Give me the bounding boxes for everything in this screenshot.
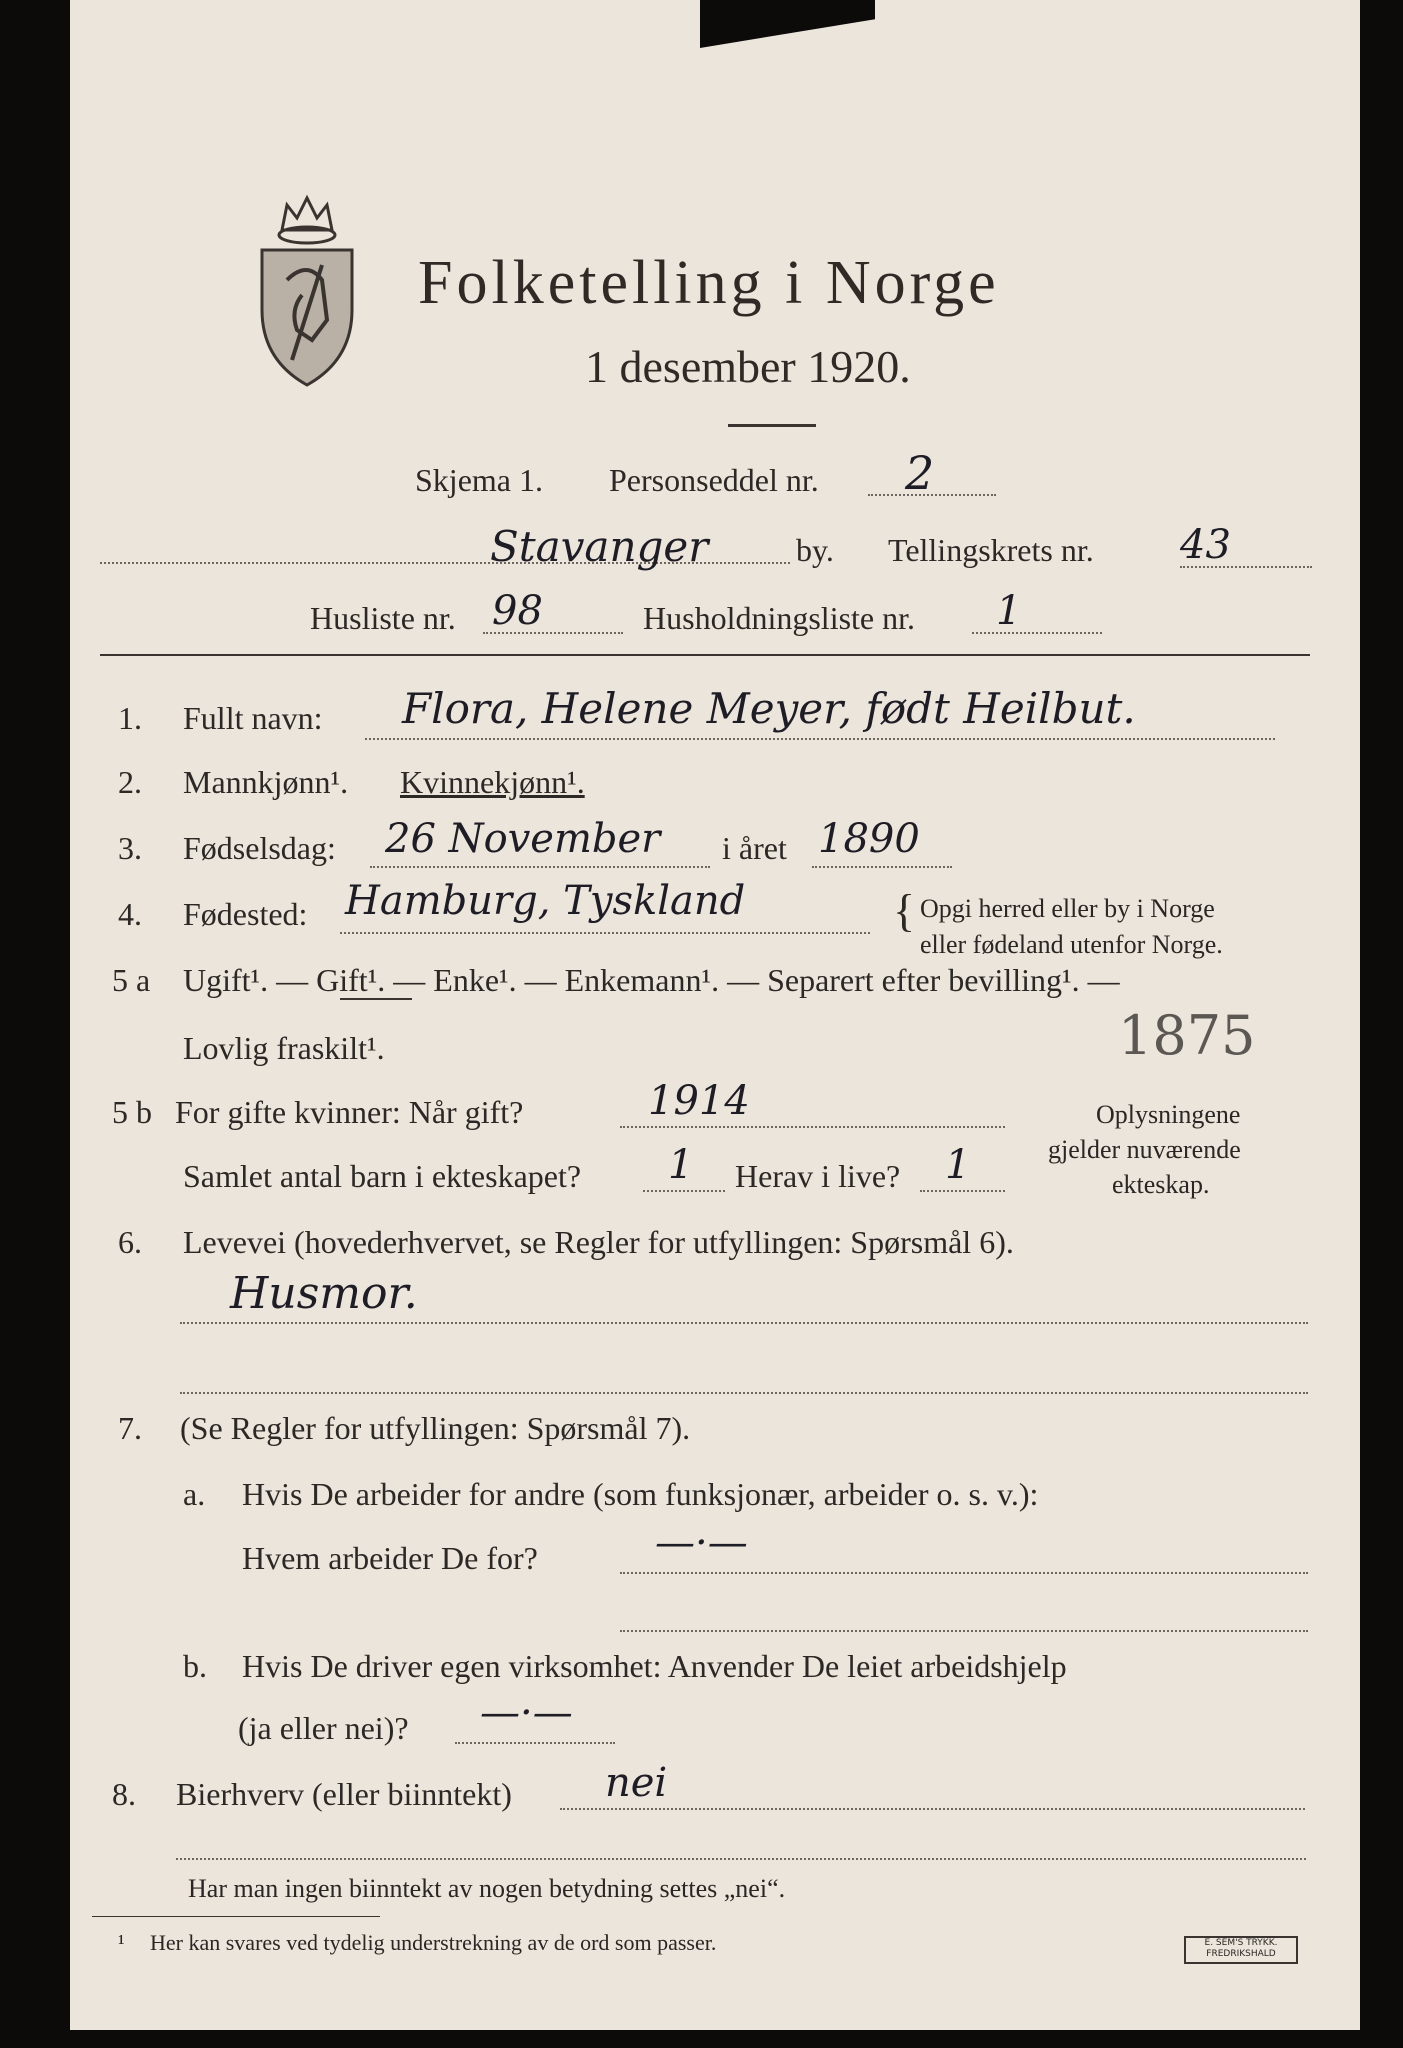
q7a-label-line2: Hvem arbeider De for? <box>242 1540 538 1576</box>
printer-stamp: E. SEM'S TRYKK. FREDRIKSHALD <box>1184 1936 1298 1964</box>
occupation-value: Husmor. <box>230 1268 418 1319</box>
side-income-value: nei <box>605 1760 668 1806</box>
married-year-value: 1914 <box>648 1078 750 1124</box>
q8-line1 <box>560 1808 1305 1810</box>
birth-year-value: 1890 <box>818 816 920 862</box>
q7-label: (Se Regler for utfyllingen: Spørsmål 7). <box>180 1410 691 1446</box>
skjema-label: Skjema 1. <box>415 462 543 498</box>
q2-male-option: Mannkjønn¹. <box>183 764 349 800</box>
q2-number: 2. <box>118 764 142 800</box>
employer-value: —·— <box>655 1520 748 1566</box>
personseddel-value: 2 <box>905 446 935 500</box>
q4-note-line1: Opgi herred eller by i Norge <box>920 894 1215 923</box>
q3-label: Fødselsdag: <box>183 830 336 866</box>
tellingskrets-value: 43 <box>1180 522 1231 568</box>
q5a-number: 5 a <box>112 962 151 998</box>
q8-line2 <box>176 1858 1306 1860</box>
children-alive-value: 1 <box>945 1142 971 1188</box>
q7a-label: Hvis De arbeider for andre (som funksjonær, arbeider o. s. v.): <box>242 1476 1039 1512</box>
by-label: by. <box>796 532 834 568</box>
birth-date-value: 26 November <box>385 816 661 862</box>
q6-label: Levevei (hovederhvervet, se Regler for utfyllingen: Spørsmål 6). <box>183 1224 1014 1260</box>
q5b-number: 5 b <box>112 1094 152 1130</box>
tellingskrets-label: Tellingskrets nr. <box>888 532 1094 568</box>
q5b-note-line3: ekteskap. <box>1112 1170 1210 1199</box>
q7a-letter: a. <box>183 1476 206 1512</box>
q1-line <box>365 738 1275 740</box>
footnote-marker: ¹ <box>118 1930 125 1955</box>
q3-year-line <box>812 866 952 868</box>
title-divider <box>728 424 816 427</box>
q5b-line <box>620 1126 1005 1128</box>
footnote-text: Her kan svares ved tydelig understrekning av de ord som passer. <box>150 1930 717 1955</box>
q5b-note-line2: gjelder nuværende <box>1048 1135 1241 1164</box>
q5b-alive-line <box>920 1190 1005 1192</box>
q7b-label: Hvis De driver egen virksomhet: Anvender De leiet arbeidshjelp <box>242 1648 1067 1684</box>
hired-help-value: —·— <box>480 1690 573 1736</box>
q3-line <box>370 866 710 868</box>
q4-note-line2: eller fødeland utenfor Norge. <box>920 930 1223 959</box>
q7a-line2 <box>620 1630 1308 1632</box>
q4-label: Fødested: <box>183 896 308 932</box>
q7b-letter: b. <box>183 1648 207 1684</box>
q5b-note-line1: Oplysningene <box>1096 1100 1241 1129</box>
q5a-options: Ugift¹. — Gift¹. — Enke¹. — Enkemann¹. — Separert efter bevilling¹. — <box>183 962 1120 998</box>
q5b-label: For gifte kvinner: Når gift? <box>175 1094 524 1130</box>
q1-label: Fullt navn: <box>183 700 323 736</box>
husliste-value: 98 <box>492 588 543 634</box>
q5b-children-line <box>643 1190 725 1192</box>
header-separator <box>100 654 1310 656</box>
q7-number: 7. <box>118 1410 142 1446</box>
gift-underline <box>340 998 412 1000</box>
q5b-alive-label: Herav i live? <box>735 1158 901 1194</box>
q7b-line <box>455 1742 615 1744</box>
norwegian-coat-of-arms-icon <box>252 190 362 390</box>
husholdningsliste-value: 1 <box>996 588 1022 634</box>
q8-label: Bierhverv (eller biinntekt) <box>176 1776 512 1812</box>
form-title: Folketelling i Norge <box>418 249 1000 317</box>
footer-note: Har man ingen biinntekt av nogen betydning settes „nei“. <box>188 1874 786 1903</box>
q6-number: 6. <box>118 1224 142 1260</box>
birthplace-value: Hamburg, Tyskland <box>345 878 746 924</box>
q6-line2 <box>180 1392 1308 1394</box>
q5b-children-label: Samlet antal barn i ekteskapet? <box>183 1158 582 1194</box>
husholdningsliste-line <box>972 632 1102 634</box>
children-count-value: 1 <box>668 1142 694 1188</box>
q4-number: 4. <box>118 896 142 932</box>
q4-brace: { <box>893 885 916 936</box>
full-name-value: Flora, Helene Meyer, født Heilbut. <box>402 684 1136 733</box>
husliste-label: Husliste nr. <box>310 600 456 636</box>
census-date: 1 desember 1920. <box>585 341 911 392</box>
q3-year-label: i året <box>722 830 787 866</box>
margin-pencil-note: 1875 <box>1118 1004 1256 1067</box>
personseddel-label: Personseddel nr. <box>609 462 819 498</box>
q6-line1 <box>180 1322 1308 1324</box>
q7a-line1 <box>620 1572 1308 1574</box>
q1-number: 1. <box>118 700 142 736</box>
q7b-label-line2: (ja eller nei)? <box>238 1710 409 1746</box>
q5a-options-line2: Lovlig fraskilt¹. <box>183 1030 385 1066</box>
husholdningsliste-label: Husholdningsliste nr. <box>643 600 916 636</box>
q3-number: 3. <box>118 830 142 866</box>
q4-line <box>340 932 870 934</box>
city-value: Stavanger <box>490 522 709 571</box>
footnote-rule <box>92 1916 380 1917</box>
q8-number: 8. <box>112 1776 136 1812</box>
q2-female-option: Kvinnekjønn¹. <box>400 764 585 800</box>
